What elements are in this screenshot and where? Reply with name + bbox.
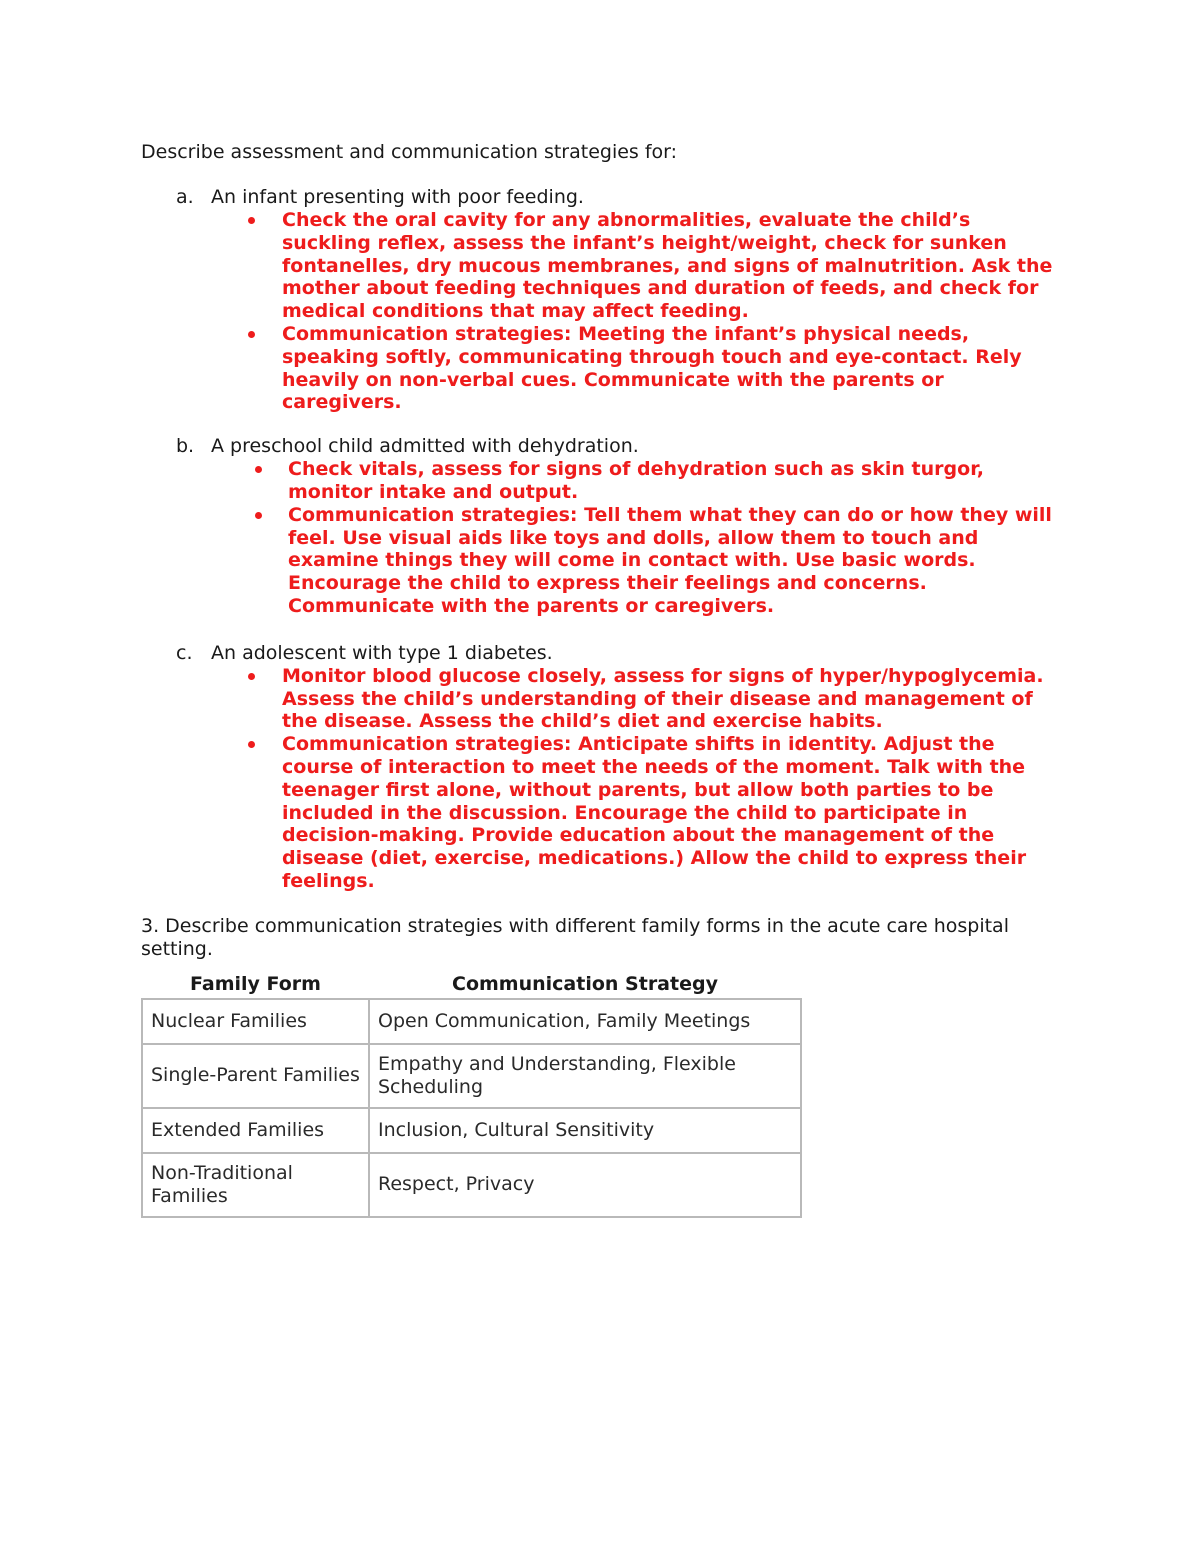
question-b [141,435,1071,458]
answer-text: Communication strategies: Meeting the infant’s physical needs, speaking softly, communicating through touch and eye-contact. Rely heavily on non-verbal cues. Communicate with the parents or caregivers. [282,322,1022,414]
question-3-text: 3. Describe communication strategies with different family forms in the acute care hospital setting. [141,914,1009,960]
bullet-dot-icon [248,741,255,748]
answer-list-c [141,665,1062,893]
answer-text: Monitor blood glucose closely, assess for signs of hyper/hypoglycemia. Assess the child’s understanding of their disease and management of the disease. Assess the child’s diet and exercise habits. [282,664,1044,733]
answer-bullet [282,323,1057,414]
question-a [141,186,1071,209]
answer-bullet [282,209,1057,323]
bullet-dot-icon [255,512,262,519]
table-row [142,999,801,1044]
family-form-table [141,973,802,1218]
answer-bullet [288,458,1058,504]
answer-list-b [141,458,1058,618]
answer-text: Check vitals, assess for signs of dehydration such as skin turgor, monitor intake and output. [288,458,984,503]
table-row [142,1044,801,1108]
question-text: An adolescent with type 1 diabetes. [211,641,553,664]
column-header-communication-strategy: Communication Strategy [452,972,718,995]
table-row [142,1153,801,1217]
table-cell-strategy: Open Communication, Family Meetings [369,999,801,1044]
answer-bullet [288,504,1058,618]
bullet-dot-icon [255,466,262,473]
table-row [142,1108,801,1153]
answer-text: Check the oral cavity for any abnormalities, evaluate the child’s suckling reflex, assess the infant’s height/weight, check for sunken fontanelles, dry mucous membranes, and signs of malnutrition. Ask the mother about feeding techniques and duration of feeds, and check for medical conditions that may affect feeding. [282,209,1053,323]
question-text: A preschool child admitted with dehydration. [211,435,639,458]
table-cell-strategy: Inclusion, Cultural Sensitivity [369,1108,801,1153]
table-cell-family-form: Extended Families [142,1108,369,1153]
question-marker: b. [176,435,195,458]
table-cell-family-form: Single-Parent Families [142,1044,369,1108]
table-cell-family-form: Nuclear Families [142,999,369,1044]
answer-list-a [141,209,1057,414]
question-text: An infant presenting with poor feeding. [211,186,584,208]
table-cell-family-form: Non-Traditional Families [142,1153,369,1217]
table-cell-strategy: Empathy and Understanding, Flexible Scheduling [369,1044,801,1108]
answer-text: Communication strategies: Anticipate shifts in identity. Adjust the course of interaction to meet the needs of the moment. Talk with the teenager first alone, without parents, but allow both parties to be included in the discussion. Encourage the child to participate in decision-making. Provide education about the management of the disease (diet, exercise, medications.) Allow the child to express their feelings. [282,733,1027,892]
table-header-row [142,973,801,999]
answer-text: Communication strategies: Tell them what they can do or how they will feel. Use visual aids like toys and dolls, allow them to touch and examine things they will come in contact with. Use basic words. Encourage the child to express their feelings and concerns. Communicate with the parents or caregivers. [288,503,1052,617]
bullet-dot-icon [248,331,255,338]
column-header-family-form: Family Form [190,972,321,995]
answer-bullet [282,665,1062,733]
answer-bullet [282,733,1062,893]
question-c [141,642,1071,665]
table-cell-strategy: Respect, Privacy [369,1153,801,1217]
question-marker: a. [176,186,194,208]
intro-text: Describe assessment and communication strategies for: [141,141,678,163]
bullet-dot-icon [248,217,255,224]
document-page [141,140,1071,1218]
question-marker: c. [176,641,193,664]
bullet-dot-icon [248,673,255,680]
